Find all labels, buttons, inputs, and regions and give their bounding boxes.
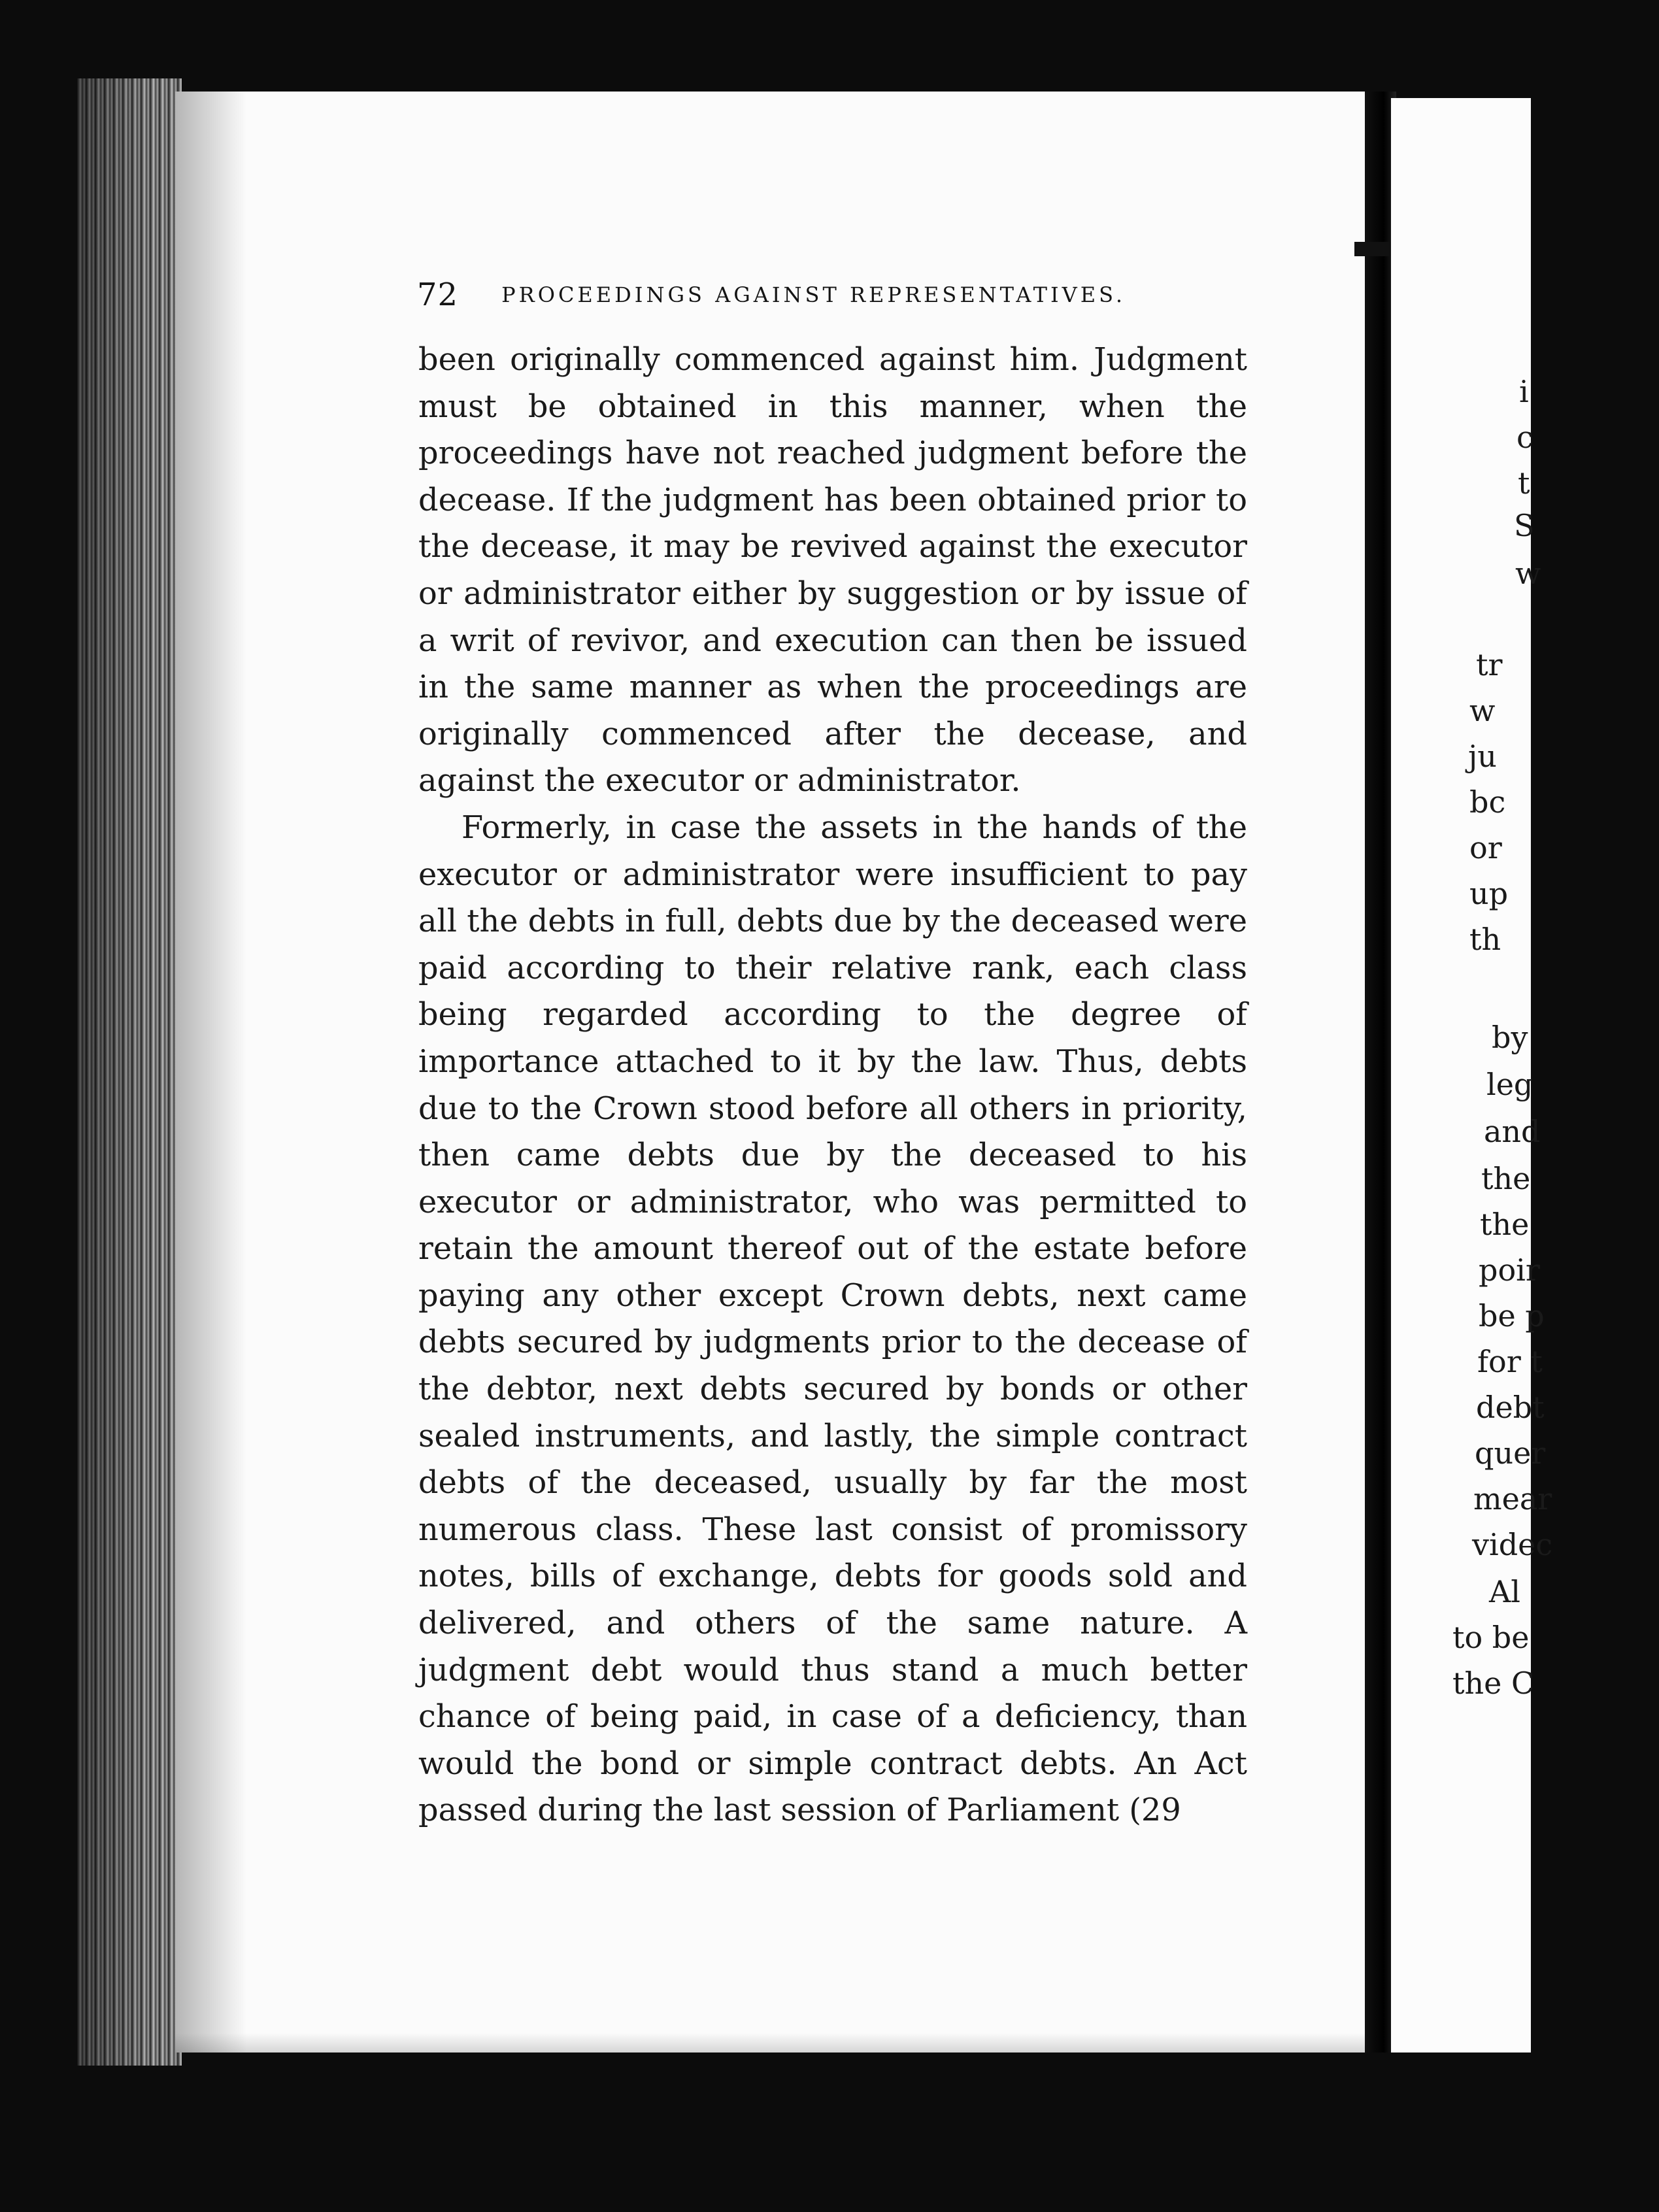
facing-fragment: leg [1486,1067,1533,1102]
facing-fragment: poir [1479,1252,1540,1288]
running-head: PROCEEDINGS AGAINST REPRESENTATIVES. [501,282,1126,307]
facing-fragment: to be [1452,1620,1530,1655]
left-page-margin-shadow [175,92,247,2053]
facing-fragment: up [1469,876,1509,911]
facing-page-text [1391,98,1553,2053]
facing-fragment: t [1518,465,1530,501]
facing-fragment: quer [1475,1435,1546,1471]
paragraph-formerly: Formerly, in case the assets in the hands of the executor or administrator were insufficient to pay all the debts in full, debts due by the deceased were paid according to their relative rank, each class being regarded according to the degree of importance attached to it by the law. Thus, debts due to the Crown stood before all others in priority, then came debts due by the deceased to his executor or administrator, who was permitted to retain the amount thereof out of the estate before paying any other except Crown debts, next came debts secured by judgments prior to the decease of the debtor, next debts secured by bonds or other sealed instruments, and lastly, the simple contract debts of the deceased, usually by far the most numerous class. These last consist of promissory notes, bills of exchange, debts for goods sold and delivered, and others of the same nature. A judgment debt would thus stand a much better chance of being paid, in case of a deficiency, than would the bond or simple contract debts. An Act passed during the last session of Parliament (29 [418,809,1247,1829]
facing-fragment: or [1469,830,1502,865]
facing-fragment: mear [1473,1481,1552,1517]
body-text [418,337,1247,1834]
facing-fragment: tr [1476,647,1503,682]
facing-fragment: bc [1469,784,1506,820]
facing-fragment: i [1519,374,1529,409]
facing-fragment: and [1484,1114,1541,1149]
page-edges-shadow [77,78,182,2066]
facing-fragment: c [1517,420,1533,455]
paragraph-continuation: been originally commenced against him. Judgment must be obtained in this manner, when the proceedings have not reached judgment before the decease. If the judgment has been obtained prior to the decease, it may be revived against the executor or administrator either by suggestion or by issue of a writ of revivor, and execution can then be issued in the same manner as when the proceedings are originally commenced after the decease, and against the executor or administrator. [418,342,1247,799]
facing-fragment: by [1492,1020,1528,1055]
facing-page [1391,98,1553,2053]
facing-fragment: w [1469,693,1496,728]
facing-fragment: S [1514,508,1535,543]
facing-fragment: th [1469,922,1501,957]
page-header [417,272,1241,318]
facing-fragment: the [1481,1161,1531,1196]
facing-fragment: for t [1477,1344,1543,1379]
page-bottom-shadow [175,2033,1367,2053]
facing-fragment: ju [1468,739,1497,774]
page-number: 72 [417,276,459,313]
facing-fragment: the C [1452,1666,1535,1701]
facing-fragment: debt [1476,1390,1545,1425]
facing-fragment: be p [1479,1298,1545,1333]
facing-fragment: w [1515,556,1541,591]
facing-fragment: videc [1472,1527,1553,1562]
facing-fragment: Al [1489,1574,1520,1609]
facing-fragment: the [1480,1207,1530,1242]
